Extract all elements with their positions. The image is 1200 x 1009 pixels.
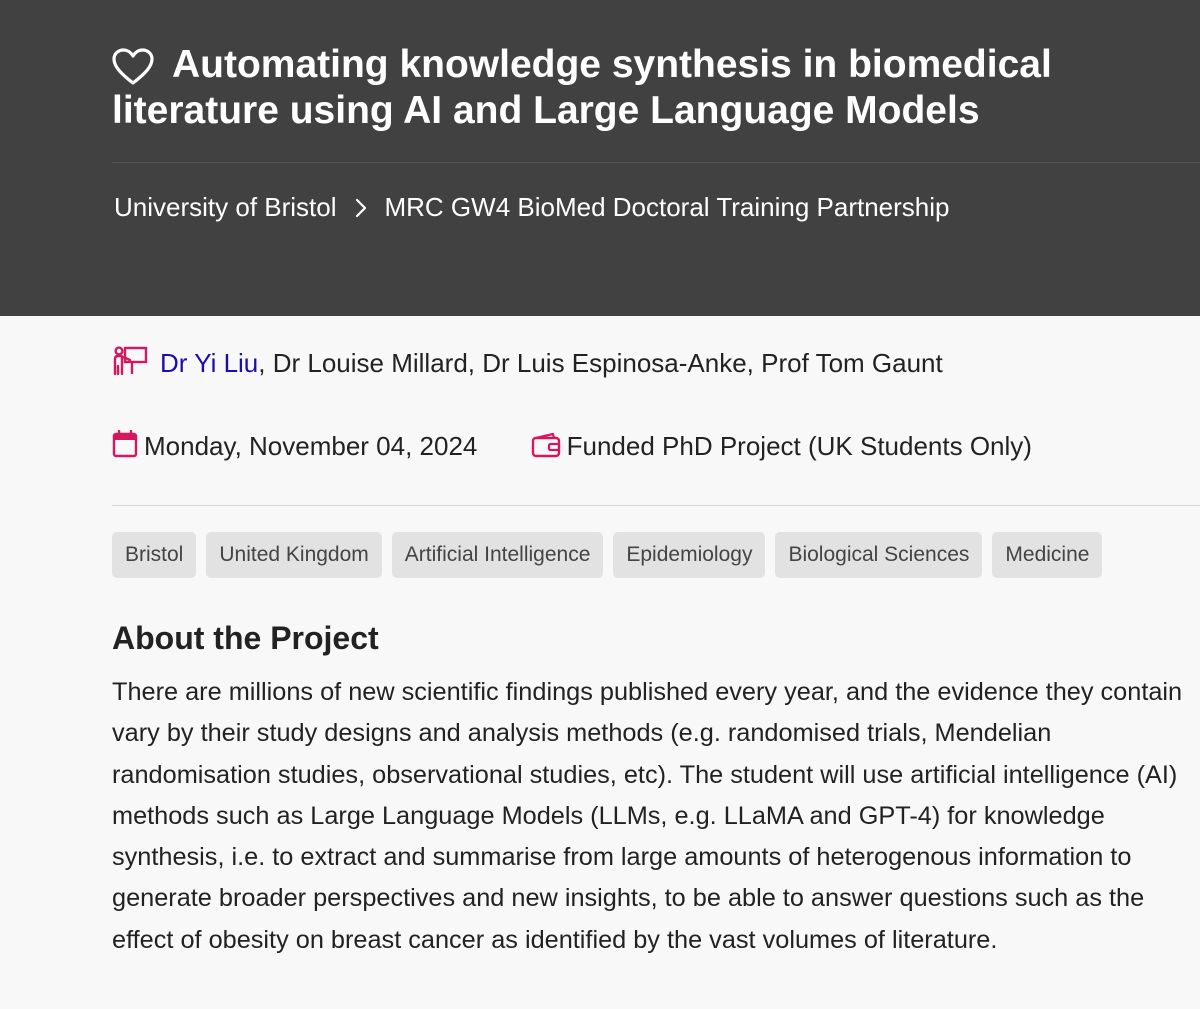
project-header	[0, 0, 1200, 316]
breadcrumb	[114, 190, 949, 226]
tag-epidemiology[interactable]: Epidemiology	[613, 532, 765, 578]
supervisors-line	[112, 346, 943, 380]
header-divider	[112, 162, 1200, 163]
funding-item	[531, 429, 1032, 463]
start-date: Monday, November 04, 2024	[144, 431, 478, 462]
tag-bristol[interactable]: Bristol	[112, 532, 196, 578]
tag-medicine[interactable]: Medicine	[992, 532, 1102, 578]
about-body-text: There are millions of new scientific findings published every year, and the evidence they contain vary by their study designs and analysis methods (e.g. randomised trials, Mendelian randomisation studies, observational studies, etc). The student will use artificial intelligence (AI) methods such as Large Language Models (LLMs, e.g. LLaMA and GPT-4) for knowledge synthesis, i.e. to extract and summarise from large amounts of heterogenous information to generate broader perspectives and new insights, to be able to answer questions such as the effect of obesity on breast cancer as identified by the vast volumes of literature.	[112, 678, 1183, 954]
heart-outline-icon[interactable]	[112, 48, 154, 86]
supervisor-icon	[112, 346, 148, 376]
breadcrumb-university-link[interactable]: University of Bristol	[114, 192, 337, 222]
other-supervisors: , Dr Louise Millard, Dr Luis Espinosa-Anke, Prof Tom Gaunt	[258, 348, 943, 378]
about-heading: About the Project	[112, 620, 379, 656]
tag-biological-sciences[interactable]: Biological Sciences	[775, 532, 982, 578]
tag-artificial-intelligence[interactable]: Artificial Intelligence	[392, 532, 604, 578]
date-item	[112, 429, 477, 463]
section-divider	[112, 505, 1200, 506]
funding-type: Funded PhD Project (UK Students Only)	[566, 431, 1032, 462]
project-meta	[112, 427, 1032, 463]
chevron-right-icon	[355, 192, 367, 226]
calendar-icon	[112, 430, 138, 458]
breadcrumb-department-link[interactable]: MRC GW4 BioMed Doctoral Training Partnership	[384, 192, 950, 222]
tag-united-kingdom[interactable]: United Kingdom	[206, 532, 381, 578]
wallet-icon	[531, 432, 561, 458]
tag-list	[112, 532, 1112, 578]
lead-supervisor-link[interactable]: Dr Yi Liu	[160, 348, 259, 378]
page-title: Automating knowledge synthesis in biomedical literature using AI and Large Language Models	[112, 43, 1052, 132]
title-row	[112, 42, 1112, 134]
